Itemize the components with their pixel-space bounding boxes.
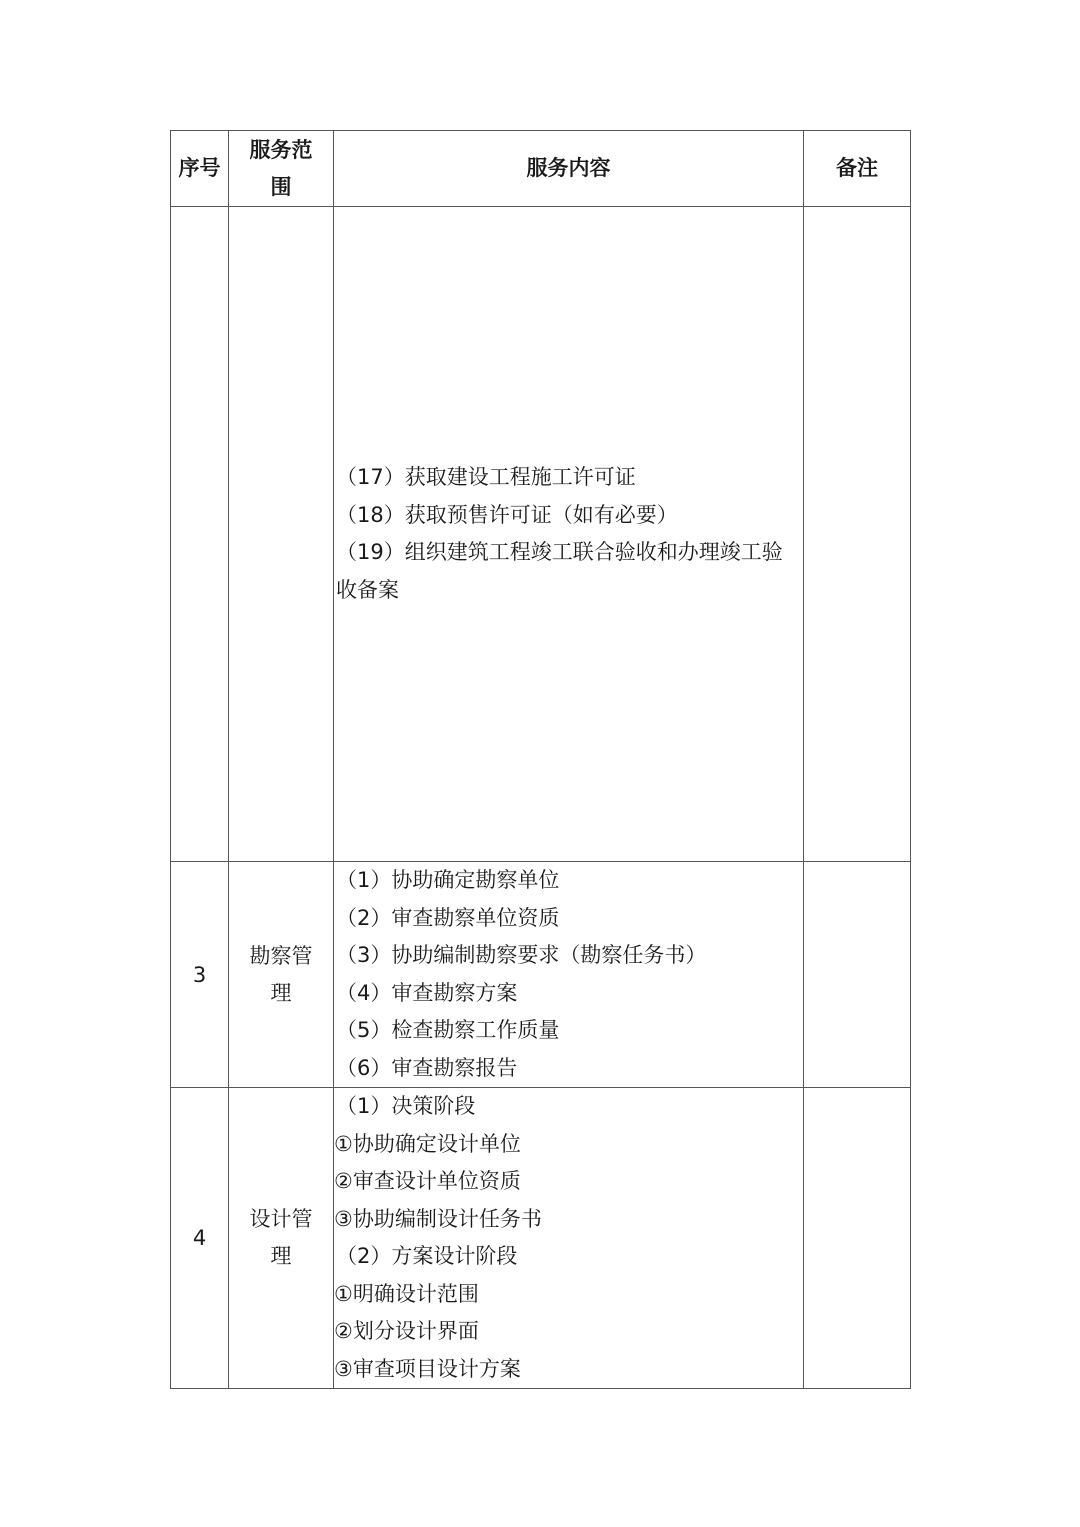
content-line: （1）决策阶段 (336, 1094, 476, 1118)
row-scope: 勘察管理 (229, 862, 334, 1088)
content-line: （1）协助确定勘察单位 (336, 868, 560, 892)
row-content (334, 862, 804, 1088)
content-line: （2）方案设计阶段 (336, 1244, 518, 1268)
table-header-row (171, 131, 911, 207)
content-line: ①明确设计范围 (334, 1281, 479, 1306)
table-row (171, 207, 911, 862)
row-content (334, 1088, 804, 1389)
header-content: 服务内容 (334, 131, 804, 207)
row-remark (804, 207, 911, 862)
row-scope (229, 207, 334, 862)
row-seq: 4 (171, 1088, 229, 1389)
content-line: （5）检查勘察工作质量 (336, 1018, 560, 1042)
content-line: （3）协助编制勘察要求（勘察任务书） (336, 943, 707, 967)
content-line: ②审查设计单位资质 (334, 1169, 521, 1193)
header-scope: 服务范围 (229, 131, 334, 207)
content-line: （19）组织建筑工程竣工联合验收和办理竣工验收备案 (336, 540, 783, 602)
row-seq: 3 (171, 862, 229, 1088)
row-scope: 设计管理 (229, 1088, 334, 1389)
table-row (171, 1088, 911, 1389)
row-remark (804, 862, 911, 1088)
content-line: ③协助编制设计任务书 (334, 1206, 542, 1231)
content-line: （2）审查勘察单位资质 (336, 905, 560, 930)
content-line: （4）审查勘察方案 (336, 980, 518, 1005)
row-seq (171, 207, 229, 862)
table-row (171, 862, 911, 1088)
content-line: （6）审查勘察报告 (336, 1055, 518, 1080)
content-line: （17）获取建设工程施工许可证 (336, 465, 636, 489)
content-line: （18）获取预售许可证（如有必要） (336, 502, 678, 527)
content-line: ①协助确定设计单位 (334, 1131, 521, 1156)
service-table (170, 130, 911, 1389)
row-content (334, 207, 804, 862)
content-line: ②划分设计界面 (334, 1319, 479, 1343)
row-remark (804, 1088, 911, 1389)
header-seq: 序号 (171, 131, 229, 207)
header-remark: 备注 (804, 131, 911, 207)
content-line: ③审查项目设计方案 (334, 1356, 521, 1381)
